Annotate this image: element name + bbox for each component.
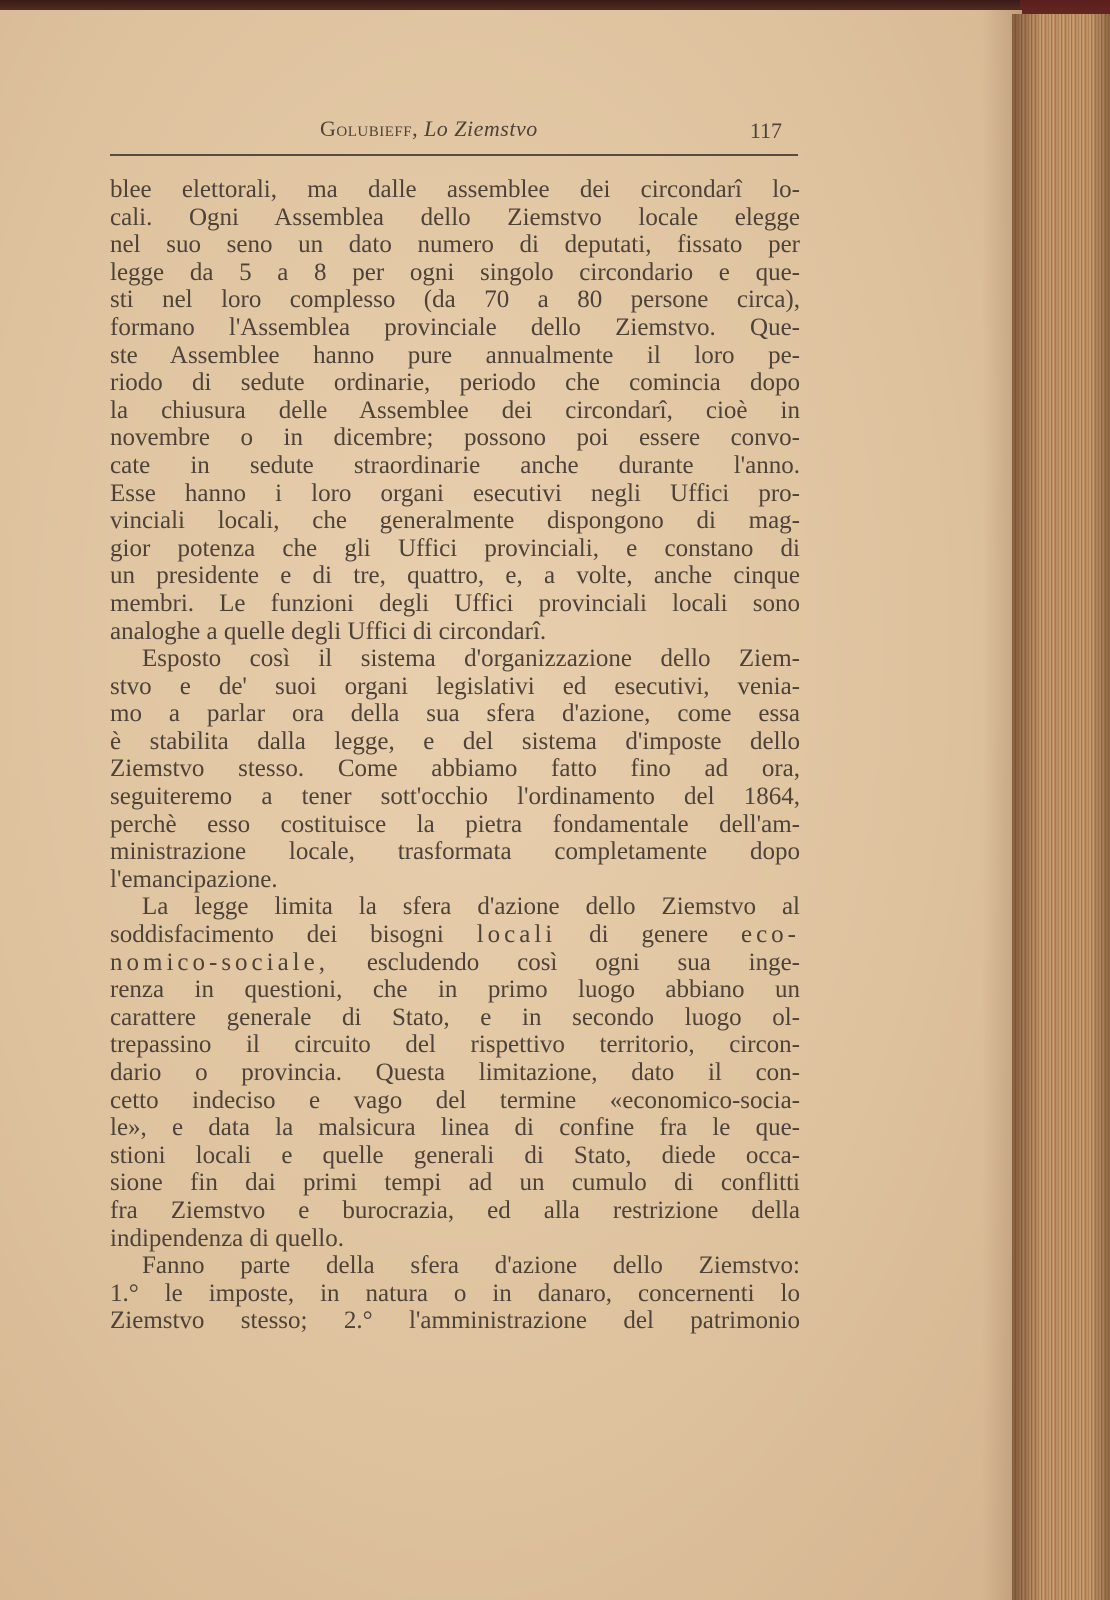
text-line: fra Ziemstvo e burocrazia, ed alla restrizione della xyxy=(110,1196,800,1224)
text-line: blee elettorali, ma dalle assemblee dei circondarî lo- xyxy=(110,176,800,203)
text-line: Ziemstvo stesso. Come abbiamo fatto fino ad ora, xyxy=(110,755,800,783)
header-rule xyxy=(110,154,798,156)
text-line: Esse hanno i loro organi esecutivi negli Uffici pro- xyxy=(110,479,800,507)
running-head-author: Golubieff, xyxy=(320,116,419,141)
text-line: vinciali locali, che generalmente dispongono di mag- xyxy=(110,507,800,535)
text-fragment: di genere xyxy=(589,921,709,949)
text-line: mo a parlar ora della sua sfera d'azione, come essa xyxy=(110,700,800,728)
text-line: ministrazione locale, trasformata completamente dopo xyxy=(110,838,800,866)
text-block xyxy=(110,110,800,1335)
text-line: seguiteremo a tener sott'occhio l'ordinamento del 1864, xyxy=(110,783,800,811)
text-line: l'emancipazione. xyxy=(110,865,278,893)
text-line: un presidente e di tre, quattro, e, a volte, anche cinque xyxy=(110,562,800,590)
spaced-word: nomico-sociale, xyxy=(110,948,329,976)
text-line: membri. Le funzioni degli Uffici provinciali locali sono xyxy=(110,589,800,617)
text-line: cate in sedute straordinarie anche durante l'anno. xyxy=(110,451,800,479)
text-line-mixed xyxy=(110,921,800,949)
text-line: Esposto così il sistema d'organizzazione dello Ziem- xyxy=(142,645,800,673)
text-line: stvo e de' suoi organi legislativi ed esecutivi, venia- xyxy=(110,672,800,700)
text-line: Fanno parte della sfera d'azione dello Ziemstvo: xyxy=(142,1252,800,1280)
text-line: novembre o in dicembre; possono poi essere convo- xyxy=(110,424,800,452)
text-line: indipendenza di quello. xyxy=(110,1224,344,1252)
text-line: riodo di sedute ordinarie, periodo che comincia dopo xyxy=(110,369,800,397)
spaced-word: locali xyxy=(476,921,557,949)
text-line: gior potenza che gli Uffici provinciali, e constano di xyxy=(110,534,800,562)
text-line: cetto indeciso e vago del termine «economico-socia- xyxy=(110,1086,800,1114)
page-edges-shadow xyxy=(1012,14,1110,1600)
running-head-title: Lo Ziemstvo xyxy=(424,116,538,141)
text-line: renza in questioni, che in primo luogo abbiano un xyxy=(110,976,800,1004)
text-fragment: escludendo così ogni sua inge- xyxy=(366,948,800,976)
text-line-mixed xyxy=(110,949,800,977)
text-fragment: soddisfacimento dei bisogni xyxy=(110,921,444,949)
text-line: cali. Ogni Assemblea dello Ziemstvo locale elegge xyxy=(110,203,800,231)
running-head xyxy=(320,116,538,142)
text-line: La legge limita la sfera d'azione dello Ziemstvo al xyxy=(142,893,800,921)
text-line: nel suo seno un dato numero di deputati, fissato per xyxy=(110,231,800,259)
text-line: analoghe a quelle degli Uffici di circondarî. xyxy=(110,617,547,645)
text-line: sione fin dai primi tempi ad un cumulo di conflitti xyxy=(110,1169,800,1197)
spaced-word: eco- xyxy=(740,921,800,949)
text-line: formano l'Assemblea provinciale dello Ziemstvo. Que- xyxy=(110,313,800,341)
text-line: sti nel loro complesso (da 70 a 80 persone circa), xyxy=(110,286,800,314)
text-line: trepassino il circuito del rispettivo territorio, circon- xyxy=(110,1031,800,1059)
text-line: le», e data la malsicura linea di confine fra le que- xyxy=(110,1114,800,1142)
text-line: dario o provincia. Questa limitazione, dato il con- xyxy=(110,1059,800,1086)
text-line: perchè esso costituisce la pietra fondamentale dell'am- xyxy=(110,810,800,838)
text-line: ste Assemblee hanno pure annualmente il loro pe- xyxy=(110,341,800,369)
text-line: la chiusura delle Assemblee dei circondarî, cioè in xyxy=(110,396,800,424)
page-header xyxy=(110,110,800,146)
text-line: è stabilita dalla legge, e del sistema d'imposte dello xyxy=(110,727,800,755)
page-number: 117 xyxy=(749,118,782,143)
text-line: Ziemstvo stesso; 2.° l'amministrazione del patrimonio xyxy=(110,1307,800,1335)
text-line: legge da 5 a 8 per ogni singolo circondario e que- xyxy=(110,258,800,286)
text-line: stioni locali e quelle generali di Stato, diede occa- xyxy=(110,1141,800,1169)
text-line: 1.° le imposte, in natura o in danaro, concernenti lo xyxy=(110,1279,800,1307)
body-text xyxy=(110,176,800,1335)
text-line: carattere generale di Stato, e in secondo luogo ol- xyxy=(110,1003,800,1031)
